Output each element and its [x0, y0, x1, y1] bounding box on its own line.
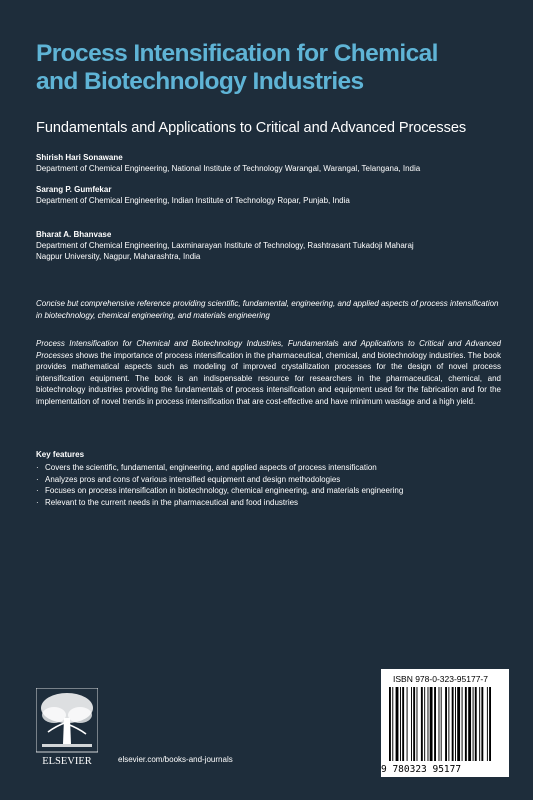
bullet: ·	[36, 463, 39, 472]
list-item-text: Analyzes pros and cons of various intensified equipment and design methodologies	[45, 474, 341, 484]
barcode-bar	[468, 687, 471, 761]
barcode-bar	[462, 687, 463, 761]
book-title	[36, 40, 506, 96]
list-item-text: Covers the scientific, fundamental, engineering, and applied aspects of process intensification	[45, 463, 377, 472]
barcode-bars	[389, 687, 501, 763]
barcode-bar	[417, 687, 418, 761]
key-features-list	[36, 462, 501, 508]
publisher-name: ELSEVIER	[42, 756, 92, 767]
barcode-bar	[424, 687, 425, 761]
list-item	[36, 497, 501, 509]
book-title-line-2: and Biotechnology Industries	[36, 68, 364, 95]
publisher-website[interactable]: elsevier.com/books-and-journals	[118, 755, 233, 764]
barcode-bar	[455, 687, 456, 761]
barcode-bar	[452, 687, 454, 761]
bullet: ·	[36, 486, 39, 495]
barcode-bar	[457, 687, 460, 761]
description-body: shows the importance of process intensification in the pharmaceutical, chemical, and biotechnology industries. The book provides mathematical aspects such as modeling of improved crystallization processes for the design of novel process intensification equipment. The book is an indispensable resource for researchers in the pharmaceutical, chemical, and biotechnology industries providing the fundamentals of process intensification and equipment used for the fabrication and for the implementation of novel trends in process intensification that are cost-effective and have minimum wastage and a high yield.	[36, 350, 502, 406]
barcode-bar	[448, 687, 449, 761]
barcode-bar	[439, 687, 440, 761]
barcode-digits: 9 780323 95177	[381, 764, 462, 775]
book-title-line-1: Process Intensification for Chemical	[36, 40, 438, 67]
barcode-bar	[411, 687, 412, 761]
list-item	[36, 474, 501, 486]
list-item-text: Relevant to the current needs in the pharmaceutical and food industries	[45, 497, 299, 507]
author-1	[36, 152, 516, 174]
barcode-bar	[413, 687, 415, 761]
bullet: ·	[36, 497, 39, 507]
barcode-bar	[407, 687, 408, 761]
barcode-bar	[481, 687, 483, 761]
elsevier-tree-logo-icon	[36, 688, 98, 768]
bullet: ·	[36, 474, 39, 484]
barcode-bar	[441, 687, 442, 761]
description-book-title: Process Intensification for Chemical and Biotechnology Industries, Fundamentals and Applications to Critical and Advanced Processes	[36, 339, 501, 360]
author-name: Bharat A. Bhanvase	[36, 230, 112, 239]
author-name: Sarang P. Gumfekar	[36, 185, 112, 194]
barcode-bar	[421, 687, 423, 761]
book-subtitle: Fundamentals and Applications to Critical and Advanced Processes	[36, 120, 467, 136]
author-affiliation: Nagpur University, Nagpur, Maharashtra, India	[36, 252, 201, 261]
barcode-bar	[389, 687, 391, 761]
barcode-bar	[430, 687, 433, 761]
barcode-bar	[434, 687, 436, 761]
barcode-bar	[428, 687, 429, 761]
barcode-bar	[479, 687, 480, 761]
barcode-bar	[473, 687, 474, 761]
isbn-label: ISBN 978-0-323-95177-7	[393, 674, 488, 684]
author-2	[36, 184, 516, 206]
list-item	[36, 462, 501, 474]
list-item-text: Focuses on process intensification in biotechnology, chemical engineering, and materials engineering	[45, 486, 404, 495]
list-item	[36, 485, 501, 497]
barcode-bar	[400, 687, 401, 761]
key-features-heading: Key features	[36, 450, 85, 459]
barcode-bar	[487, 687, 488, 761]
author-affiliation: Department of Chemical Engineering, Laxminarayan Institute of Technology, Rashtrasant Tukadoji Maharaj	[36, 241, 414, 250]
isbn-barcode	[381, 669, 509, 777]
barcode-bar	[445, 687, 447, 761]
description	[36, 338, 501, 407]
author-affiliation: Department of Chemical Engineering, National Institute of Technology Warangal, Warangal, Telangana, India	[36, 164, 421, 173]
barcode-bar	[489, 687, 491, 761]
barcode-bar	[465, 687, 467, 761]
barcode-bar	[392, 687, 393, 761]
barcode-bar	[396, 687, 399, 761]
author-affiliation: Department of Chemical Engineering, Indian Institute of Technology Ropar, Punjab, India	[36, 196, 350, 205]
tagline: Concise but comprehensive reference providing scientific, fundamental, engineering, and applied aspects of process intensification in biotechnology, chemical engineering, and materials engineering	[36, 299, 499, 320]
barcode-bar	[475, 687, 477, 761]
barcode-bar	[402, 687, 404, 761]
author-name: Shirish Hari Sonawane	[36, 153, 123, 162]
author-3	[36, 229, 516, 262]
